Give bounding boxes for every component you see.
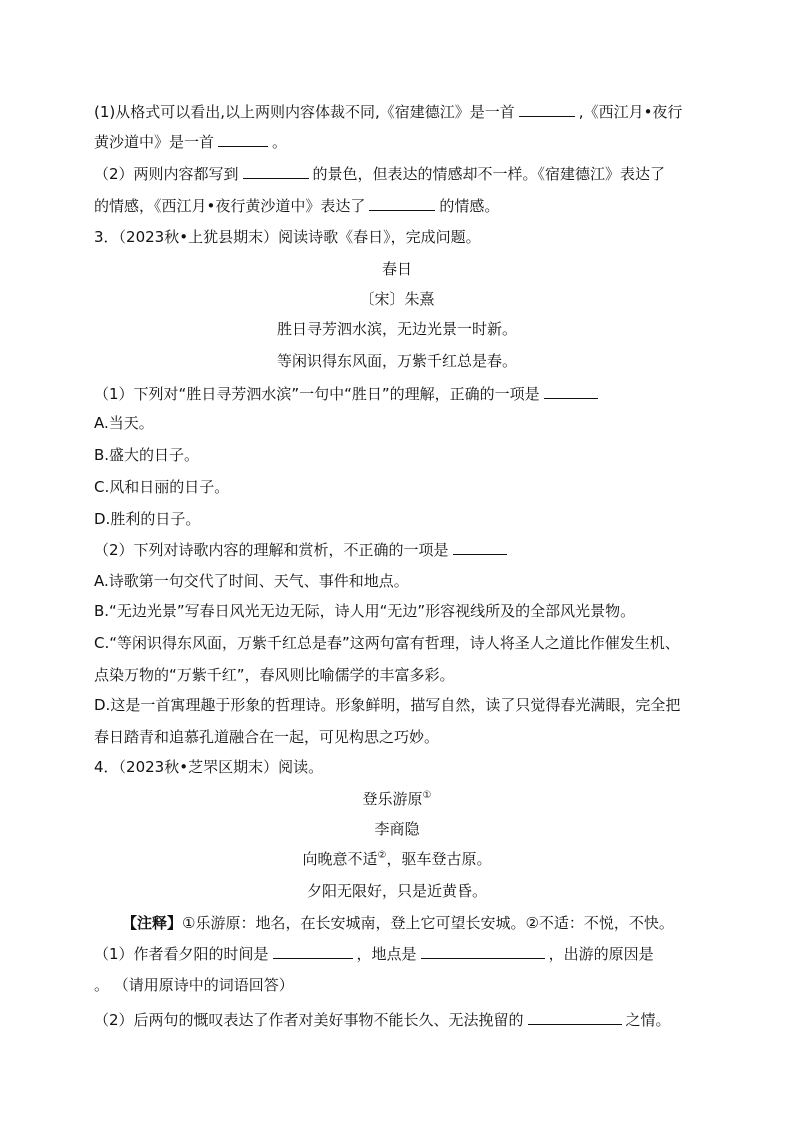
annotation-label: 【注释】 [122, 914, 183, 932]
footnote-marker: ① [422, 790, 432, 801]
q2-sub1-line1 [94, 100, 682, 122]
answer-blank[interactable] [519, 100, 575, 117]
text: ，地点是 [356, 945, 417, 963]
text: （1）作者看夕阳的时间是 [94, 945, 269, 963]
q2-sub2-line2 [94, 194, 499, 216]
q3-heading: 3．（2023秋•上犹县期末）阅读诗歌《春日》，完成问题。 [94, 228, 481, 246]
q3-sub1-option-b: B.盛大的日子。 [94, 446, 200, 464]
answer-blank[interactable] [453, 538, 507, 555]
q4-poem-author: 李商隐 [374, 820, 420, 838]
answer-blank[interactable] [528, 1008, 622, 1025]
q4-sub1-line1 [94, 942, 654, 964]
q4-poem-title [0, 788, 794, 810]
q4-poem-line1 [0, 848, 794, 870]
text: ,《西江月•夜行 [578, 103, 683, 121]
q3-poem-line2: 等闲识得东风面，万紫千红总是春。 [276, 352, 517, 370]
text: 的情感，《西江月•夜行黄沙道中》表达了 [94, 197, 366, 215]
text: （2）两则内容都写到 [94, 165, 239, 183]
q2-sub1-line2 [94, 130, 287, 152]
q3-sub2-option-c-line2: 点染万物的“万紫千红”，春风则比喻儒学的丰富多彩。 [94, 666, 455, 684]
answer-blank[interactable] [369, 194, 435, 211]
q3-sub2-question [94, 538, 511, 560]
q4-annotation [122, 912, 674, 934]
text: 的景色，但表达的情感却不一样。《宿建德江》表达了 [312, 165, 666, 183]
answer-blank[interactable] [243, 162, 309, 179]
q4-sub2 [94, 1008, 671, 1030]
answer-blank[interactable] [273, 942, 353, 959]
q3-sub1-option-a: A.当天。 [94, 414, 154, 432]
text: （2）下列对诗歌内容的理解和赏析，不正确的一项是 [94, 541, 449, 559]
text: 登乐游原 [362, 790, 423, 808]
text: ，出游的原因是 [548, 945, 654, 963]
q3-sub1-option-d: D.胜利的日子。 [94, 510, 201, 528]
text: 。 [272, 133, 288, 151]
text: 向晚意不适 [302, 850, 378, 868]
q3-poem-line1: 胜日寻芳泗水滨，无边光景一时新。 [276, 320, 517, 338]
text: （1）下列对“胜日寻芳泗水滨”一句中“胜日”的理解，正确的一项是 [94, 385, 540, 403]
q2-sub2-line1 [94, 162, 665, 184]
answer-blank[interactable] [218, 130, 268, 147]
q3-sub2-option-c-line1: C.“等闲识得东风面，万紫千红总是春”这两句富有哲理，诗人将圣人之道比作催发生机、 [94, 634, 680, 652]
q4-heading: 4．（2023秋•芝罘区期末）阅读。 [94, 758, 324, 776]
q3-poem-author: 〔宋〕朱熹 [359, 290, 435, 308]
text: 黄沙道中》是一首 [94, 133, 215, 151]
q3-sub1-question [94, 382, 602, 404]
footnote-marker: ② [377, 850, 387, 861]
q3-sub2-option-a: A.诗歌第一句交代了时间、天气、事件和地点。 [94, 572, 409, 590]
q3-sub2-option-b: B.“无边光景”写春日风光无边无际，诗人用“无边”形容视线所及的全部风光景物。 [94, 602, 636, 620]
answer-blank[interactable] [421, 942, 545, 959]
q4-poem-line2: 夕阳无限好，只是近黄昏。 [306, 882, 487, 900]
text: ①乐游原：地名，在长安城南，登上它可望长安城。②不适：不悦，不快。 [182, 914, 674, 932]
q3-sub2-option-d-line2: 春日踏青和追慕孔道融合在一起，可见构思之巧妙。 [94, 728, 440, 746]
q3-poem-title: 春日 [381, 260, 412, 278]
q3-sub2-option-d-line1: D.这是一首寓理趣于形象的哲理诗。形象鲜明，描写自然，读了只觉得春光满眼，完全把 [94, 696, 681, 714]
q4-sub1-line2: 。 （请用原诗中的词语回答） [94, 976, 294, 994]
text: （2）后两句的慨叹表达了作者对美好事物不能长久、无法挽留的 [94, 1011, 524, 1029]
text: 的情感。 [439, 197, 500, 215]
q3-sub1-option-c: C.风和日丽的日子。 [94, 478, 230, 496]
text: (1)从格式可以看出,以上两则内容体裁不同,《宿建德江》是一首 [94, 103, 515, 121]
answer-blank[interactable] [544, 382, 598, 399]
text: ，驱车登古原。 [386, 850, 492, 868]
text: 之情。 [625, 1011, 671, 1029]
